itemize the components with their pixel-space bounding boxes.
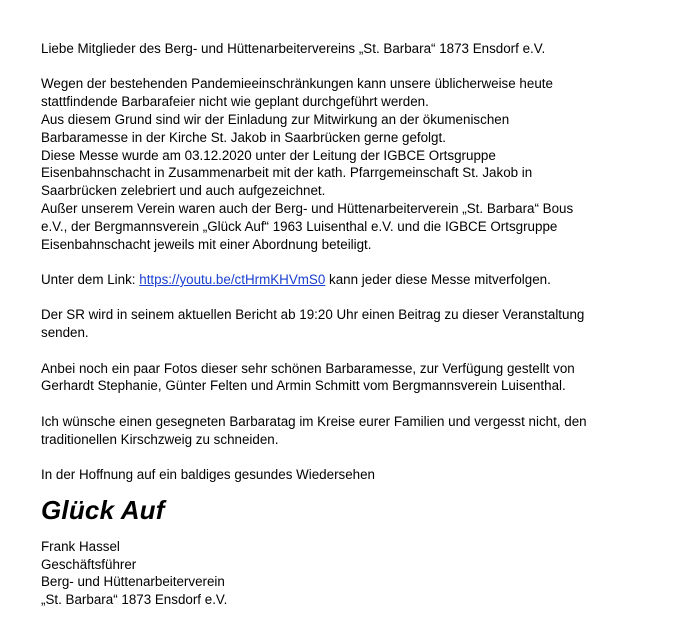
paragraph-line: Ich wünsche einen gesegneten Barbaratag im Kreise eurer Familien und vergesst nicht, den [41,413,587,429]
paragraph-line: Wegen der bestehenden Pandemieeinschränkungen kann unsere üblicherweise heute [41,76,553,92]
signature-name: Frank Hassel [41,538,120,554]
paragraph-line: Anbei noch ein paar Fotos dieser sehr schönen Barbaramesse, zur Verfügung gestellt von [41,360,575,376]
paragraph-line: Außer unserem Verein waren auch der Berg- und Hüttenarbeiterverein „St. Barbara“ Bous [41,200,574,216]
paragraph-line: Eisenbahnschacht in Zusammenarbeit mit der kath. Pfarrgemeinschaft St. Jakob in [41,165,533,181]
paragraph-line: Diese Messe wurde am 03.12.2020 unter der Leitung der IGBCE Ortsgruppe [41,147,496,163]
paragraph-line: senden. [41,325,89,341]
spacer [41,58,681,76]
link-paragraph [41,271,681,289]
spacer [41,448,681,466]
paragraph-line: e.V., der Bergmannsverein „Glück Auf“ 1963 Luisenthal e.V. und die IGBCE Ortsgruppe [41,218,558,234]
paragraph-pandemic [41,75,681,253]
paragraph-line: Der SR wird in seinem aktuellen Bericht ab 19:20 Uhr einen Beitrag zu dieser Veranstaltung [41,307,585,323]
paragraph-line: Saarbrücken zelebriert und auch aufgezeichnet. [41,183,326,199]
hope-line: In der Hoffnung auf ein baldiges gesundes Wiedersehen [41,466,376,482]
greeting: Liebe Mitglieder des Berg- und Hüttenarbeitervereins „St. Barbara“ 1873 Ensdorf e.V. [41,41,546,56]
paragraph-sr-broadcast [41,306,681,342]
closing-salutation: Glück Auf [41,494,165,525]
spacer [41,395,681,413]
paragraph-wishes [41,413,681,449]
paragraph-line: Barbaramesse in der Kirche St. Jakob in Saarbrücken gerne gefolgt. [41,129,446,145]
spacer [41,342,681,360]
signature-role: Geschäftsführer [41,556,137,572]
signature-org: Berg- und Hüttenarbeiterverein [41,574,225,590]
paragraph-line: traditionellen Kirschzweig zu schneiden. [41,431,279,447]
paragraph-photos [41,360,681,396]
video-link[interactable]: https://youtu.be/ctHrmKHVmS0 [139,271,326,287]
link-prefix: Unter dem Link: [41,271,140,287]
letter-page [41,40,681,609]
spacer [41,253,681,271]
paragraph-line: stattfindende Barbarafeier nicht wie geplant durchgeführt werden. [41,94,429,110]
paragraph-line: Eisenbahnschacht jeweils mit einer Abordnung beteiligt. [41,236,372,252]
paragraph-line: Gerhardt Stephanie, Günter Felten und Armin Schmitt vom Bergmannsverein Luisenthal. [41,378,566,394]
link-suffix: kann jeder diese Messe mitverfolgen. [325,271,551,287]
signature-block [41,538,681,609]
paragraph-line: Aus diesem Grund sind wir der Einladung zur Mitwirkung an der ökumenischen [41,111,510,127]
signature-org: „St. Barbara“ 1873 Ensdorf e.V. [41,592,228,608]
spacer [41,289,681,307]
